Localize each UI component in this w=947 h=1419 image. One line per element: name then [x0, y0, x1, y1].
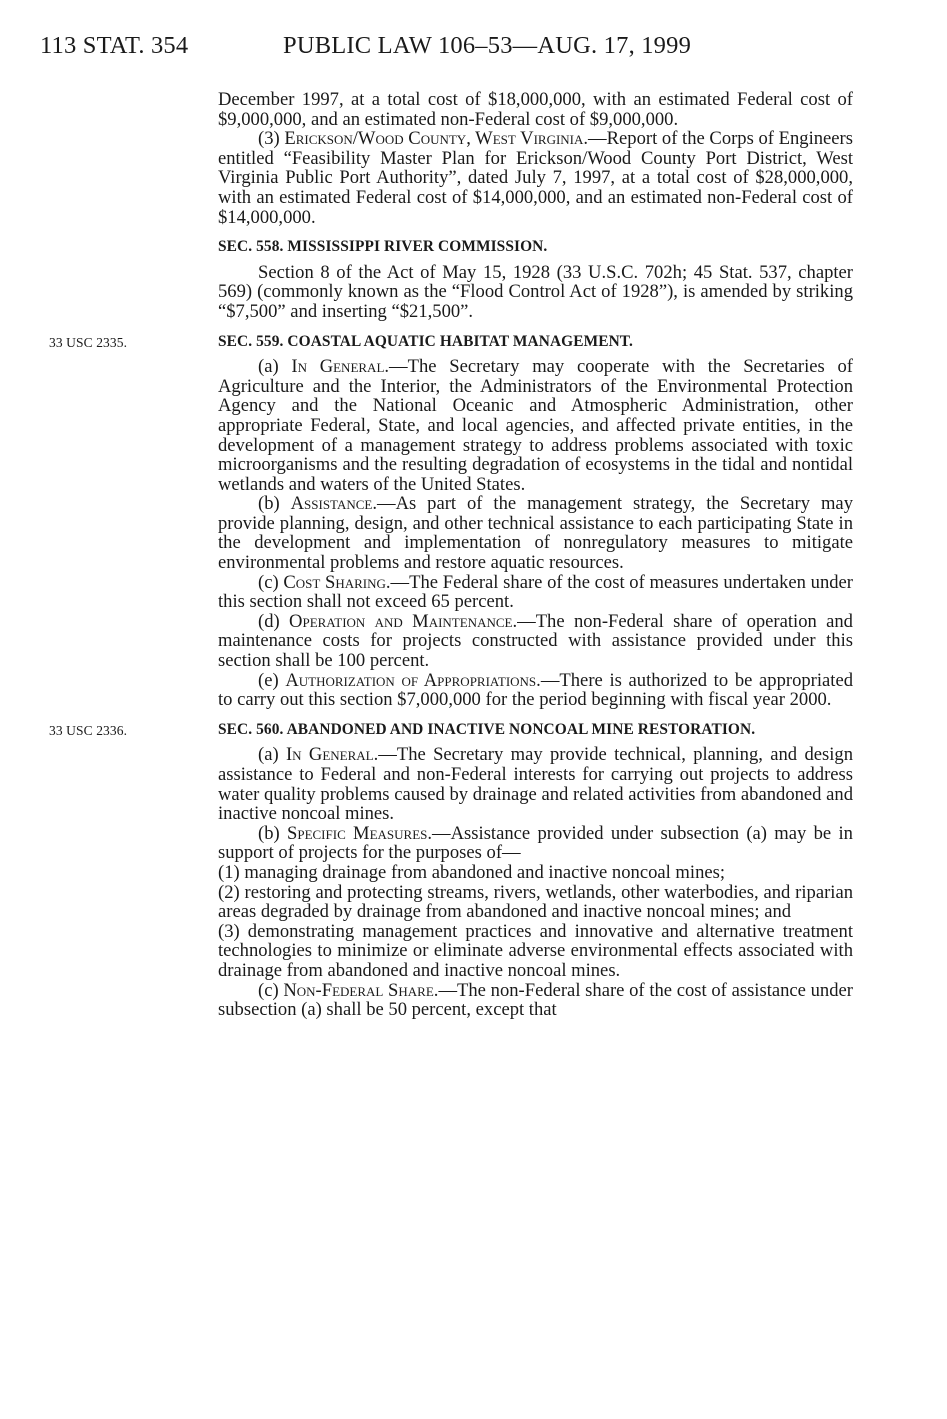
- item-3-paragraph: [218, 129, 853, 227]
- continuation-paragraph: December 1997, at a total cost of $18,000,000, with an estimated Federal cost of $9,000,000, and an estimated non-Federal cost of $9,000,000.: [218, 89, 853, 130]
- subsection-text: —The non-Federal share of operation and maintenance costs for projects constructed with assistance provided under this section shall be 100 percent.: [218, 610, 853, 672]
- section-560-b: [218, 824, 853, 863]
- section-558-heading: SEC. 558. MISSISSIPPI RIVER COMMISSION.: [218, 238, 548, 256]
- subsection-heading: Non-Federal Share.: [283, 979, 439, 1001]
- subsection-text: —The Federal share of the cost of measures undertaken under this section shall not exceed 65 percent.: [218, 571, 853, 613]
- subsection-label: (b): [258, 493, 291, 515]
- subsection-text: —The Secretary may cooperate with the Secretaries of Agriculture and the Interior, the Administrators of the Environmental Protection Agency and the National Oceanic and Atmospheric Administration, other appropriate Federal, State, and local agencies, and affected private entities, in the development of a management strategy to address problems associated with toxic microorganisms and the resulting degradation of ecosystems in the tidal and nontidal wetlands and waters of the United States.: [218, 356, 853, 495]
- section-559-e: [218, 671, 853, 710]
- stat-page-reference: 113 STAT. 354: [40, 32, 189, 59]
- public-law-reference: PUBLIC LAW 106–53—AUG. 17, 1999: [283, 32, 692, 59]
- section-560-c: [218, 981, 853, 1020]
- subsection-label: (d): [258, 610, 290, 632]
- subsection-text: —As part of the management strategy, the Secretary may provide planning, design, and other technical assistance to each participating State in the development and implementation of nonregulatory measures to mitigate environmental problems and restore aquatic resources.: [218, 493, 853, 574]
- subsection-heading: Assistance.: [290, 493, 377, 515]
- section-559-d: [218, 612, 853, 671]
- section-559-heading-line: [49, 332, 853, 352]
- subsection-label: (a): [258, 744, 286, 766]
- subsection-text: —The Secretary may provide technical, planning, and design assistance to Federal and non-Federal interests for carrying out projects to address water quality problems caused by drainage and related activities from abandoned and inactive noncoal mines.: [218, 744, 853, 825]
- subsection-heading: Specific Measures.: [287, 822, 433, 844]
- subsection-text: —The non-Federal share of the cost of assistance under subsection (a) shall be 50 percent, except that: [218, 979, 853, 1021]
- section-560-heading: SEC. 560. ABANDONED AND INACTIVE NONCOAL MINE RESTORATION.: [218, 720, 756, 738]
- item-label: (3): [258, 128, 285, 150]
- subsection-heading: Cost Sharing.: [283, 571, 391, 593]
- subsection-heading: In General.: [285, 744, 379, 766]
- section-559-a: [218, 357, 853, 494]
- section-560-b-item: (2) restoring and protecting streams, rivers, wetlands, other waterbodies, and riparian areas degraded by drainage from abandoned and inactive noncoal mines; and: [218, 881, 853, 923]
- section-559-b: [218, 494, 853, 572]
- subsection-label: (a): [258, 356, 292, 378]
- subsection-label: (c): [258, 571, 284, 593]
- subsection-label: (b): [258, 822, 287, 844]
- body-text: [49, 89, 854, 1021]
- section-559-heading: SEC. 559. COASTAL AQUATIC HABITAT MANAGEMENT.: [218, 332, 633, 350]
- margin-note-559: 33 USC 2335.: [49, 334, 128, 350]
- subsection-heading: Authorization of Appropriations.: [285, 669, 541, 691]
- subsection-label: (c): [258, 979, 284, 1001]
- section-559-c: [218, 573, 853, 612]
- running-head: [40, 32, 907, 62]
- margin-note-560: 33 USC 2336.: [49, 722, 128, 738]
- section-560-heading-line: [49, 720, 853, 740]
- section-560-b-item: (3) demonstrating management practices and innovative and alternative treatment technologies to minimize or eliminate adverse environmental effects associated with drainage from abandoned and inactive noncoal mines.: [218, 920, 853, 981]
- section-560-b-item: (1) managing drainage from abandoned and inactive noncoal mines;: [218, 861, 726, 883]
- subsection-heading: In General.: [291, 356, 390, 378]
- subsection-text: —There is authorized to be appropriated to carry out this section $7,000,000 for the period beginning with fiscal year 2000.: [218, 669, 854, 711]
- subsection-text: —Assistance provided under subsection (a) may be in support of projects for the purposes of—: [218, 822, 853, 864]
- subsection-heading: Operation and Maintenance.: [289, 610, 518, 632]
- item-heading: Erickson/Wood County, West Virginia.: [284, 128, 589, 150]
- subsection-label: (e): [258, 669, 286, 691]
- section-560-a: [218, 745, 853, 823]
- item-text: —Report of the Corps of Engineers entitled “Feasibility Master Plan for Erickson/Wood County Port District, West Virginia Public Port Authority”, dated July 7, 1997, at a total cost of $28,000,000, with an estimated Federal cost of $14,000,000, and an estimated non-Federal cost of $14,000,000.: [218, 128, 853, 228]
- section-558-paragraph: Section 8 of the Act of May 15, 1928 (33 U.S.C. 702h; 45 Stat. 537, chapter 569) (commonly known as the “Flood Control Act of 1928”), is amended by striking “$7,500” and inserting “$21,500”.: [218, 261, 853, 322]
